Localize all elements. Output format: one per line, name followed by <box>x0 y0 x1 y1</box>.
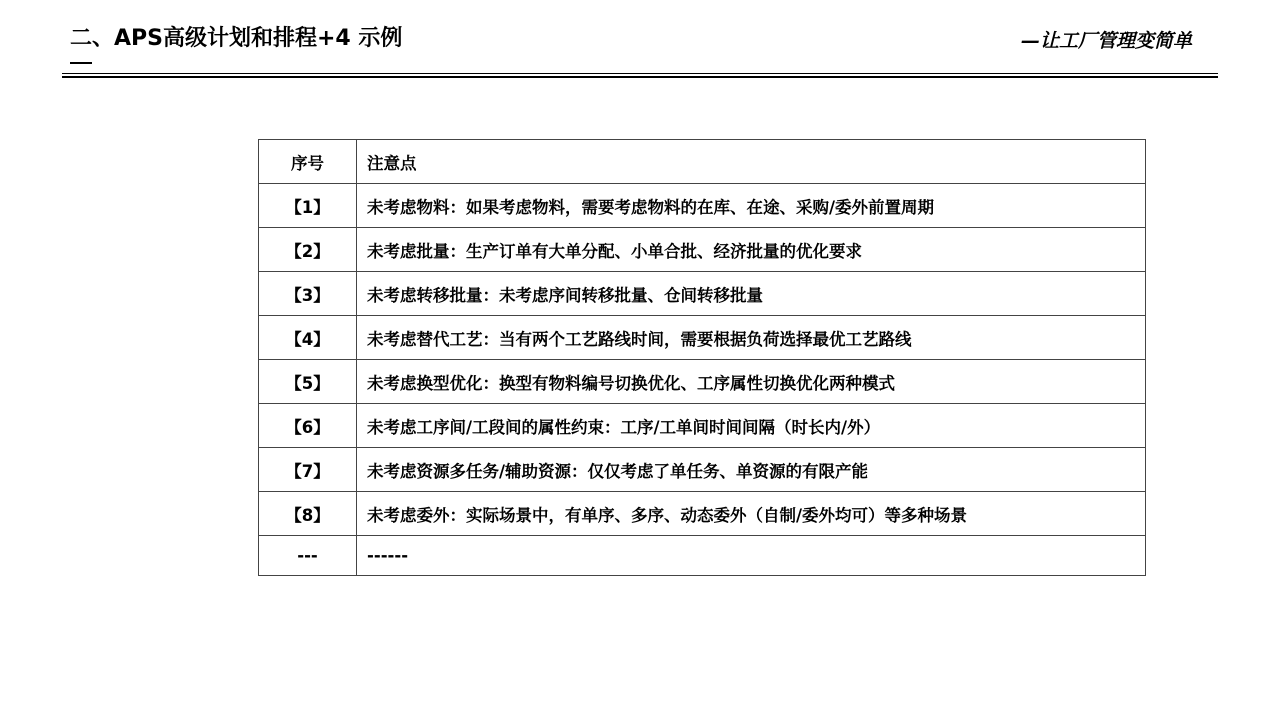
notes-table <box>258 139 1146 576</box>
table-row <box>259 404 1146 448</box>
row-number: 【8】 <box>259 492 357 536</box>
table-row <box>259 536 1146 576</box>
page-title: 二、APS高级计划和排程+4 示例 <box>70 26 403 51</box>
row-number: 【4】 <box>259 316 357 360</box>
row-note: 未考虑批量：生产订单有大单分配、小单合批、经济批量的优化要求 <box>357 228 1146 272</box>
row-note: 未考虑物料：如果考虑物料，需要考虑物料的在库、在途、采购/委外前置周期 <box>357 184 1146 228</box>
row-number: 【6】 <box>259 404 357 448</box>
row-note: 未考虑工序间/工段间的属性约束：工序/工单间时间间隔（时长内/外） <box>357 404 1146 448</box>
header-divider-thin <box>62 73 1218 74</box>
header-divider-thick <box>62 76 1218 78</box>
header-cell-note: 注意点 <box>357 140 1146 184</box>
table-row <box>259 228 1146 272</box>
row-note: 未考虑转移批量：未考虑序间转移批量、仓间转移批量 <box>357 272 1146 316</box>
row-number: 【7】 <box>259 448 357 492</box>
table-row <box>259 316 1146 360</box>
table-row <box>259 360 1146 404</box>
table-header-row <box>259 140 1146 184</box>
row-number: 【1】 <box>259 184 357 228</box>
row-number: --- <box>259 536 357 576</box>
header-cell-no: 序号 <box>259 140 357 184</box>
row-note: 未考虑委外：实际场景中，有单序、多序、动态委外（自制/委外均可）等多种场景 <box>357 492 1146 536</box>
row-number: 【3】 <box>259 272 357 316</box>
title-underline-mark <box>70 62 92 64</box>
table-row <box>259 184 1146 228</box>
table-row <box>259 448 1146 492</box>
row-note: 未考虑替代工艺：当有两个工艺路线时间，需要根据负荷选择最优工艺路线 <box>357 316 1146 360</box>
row-note: 未考虑换型优化：换型有物料编号切换优化、工序属性切换优化两种模式 <box>357 360 1146 404</box>
row-note: ------ <box>357 536 1146 576</box>
row-number: 【2】 <box>259 228 357 272</box>
slogan: —让工厂管理变简单 <box>1020 30 1192 52</box>
table-row <box>259 272 1146 316</box>
row-number: 【5】 <box>259 360 357 404</box>
table-row <box>259 492 1146 536</box>
row-note: 未考虑资源多任务/辅助资源：仅仅考虑了单任务、单资源的有限产能 <box>357 448 1146 492</box>
